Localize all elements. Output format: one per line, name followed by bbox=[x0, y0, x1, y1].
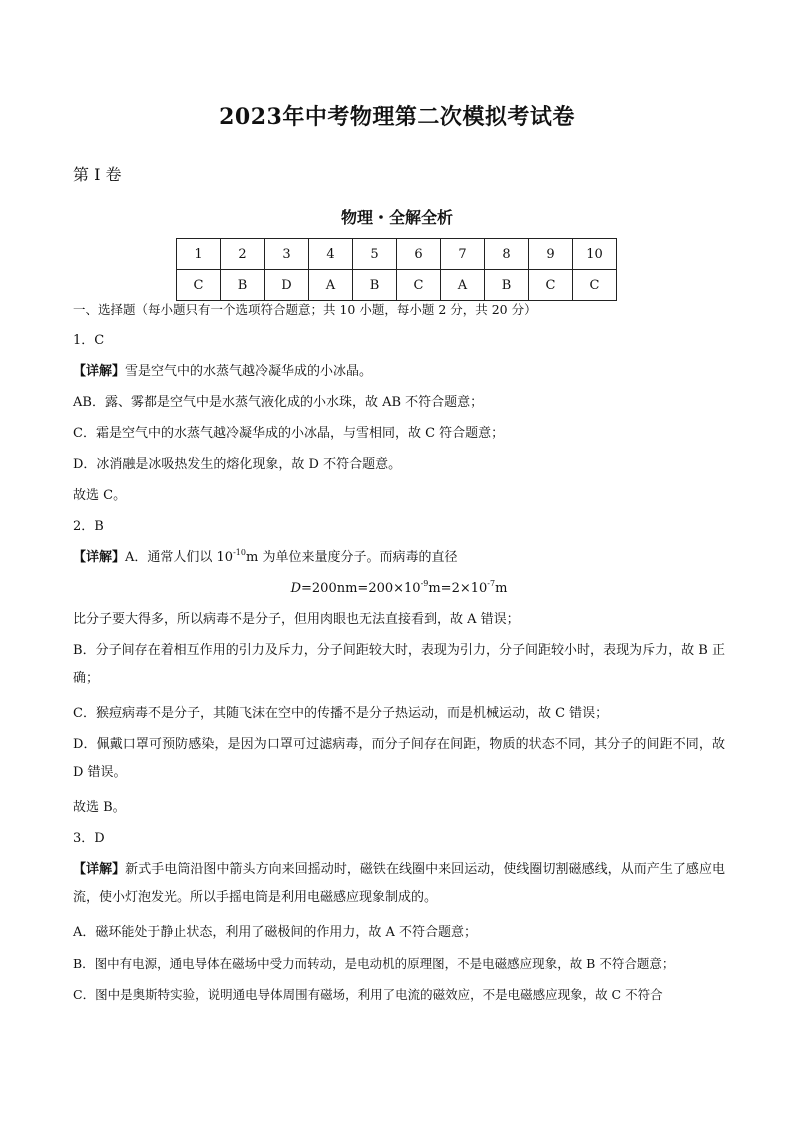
answer-cell: C bbox=[397, 270, 441, 301]
document-subtitle: 物理・全解全析 bbox=[340, 208, 453, 227]
document-title: 2023年中考物理第二次模拟考试卷 bbox=[219, 104, 575, 130]
answer-cell: D bbox=[265, 270, 309, 301]
answer-cell: B bbox=[353, 270, 397, 301]
question-number-cell: 10 bbox=[573, 239, 617, 270]
q2-detail-tag: 【详解】 bbox=[73, 550, 126, 565]
formula-part-a: =200nm=200×10 bbox=[301, 581, 421, 596]
answer-table-answer-row bbox=[177, 270, 617, 301]
question-number-cell: 9 bbox=[529, 239, 573, 270]
formula-variable: D bbox=[290, 581, 302, 596]
q2-option-b: B．分子间存在着相互作用的引力及斥力，分子间距较大时，表现为引力，分子间距较小时，表现为斥力，故 B 正确； bbox=[73, 643, 725, 686]
answer-cell: A bbox=[309, 270, 353, 301]
q1-conclusion: 故选 C。 bbox=[73, 488, 127, 503]
q3-detail bbox=[73, 856, 725, 912]
q1-number: 1．C bbox=[73, 333, 105, 348]
q1-option-c: C．霜是空气中的水蒸气越冷凝华成的小冰晶，与雪相同，故 C 符合题意； bbox=[73, 426, 505, 441]
formula-exponent-1: -9 bbox=[420, 579, 429, 588]
q1-detail bbox=[73, 362, 725, 382]
answer-cell: C bbox=[177, 270, 221, 301]
q3-option-a: A．磁环能处于静止状态，利用了磁极间的作用力，故 A 不符合题意； bbox=[73, 925, 478, 940]
answer-cell: B bbox=[221, 270, 265, 301]
answer-cell: C bbox=[573, 270, 617, 301]
answer-cell: A bbox=[441, 270, 485, 301]
question-number-cell: 7 bbox=[441, 239, 485, 270]
answer-table-number-row bbox=[177, 239, 617, 270]
q1-option-ab: AB．露、雾都是空气中是水蒸气液化成的小水珠，故 AB 不符合题意； bbox=[73, 395, 484, 410]
q3-number: 3．D bbox=[73, 831, 105, 846]
question-number-cell: 6 bbox=[397, 239, 441, 270]
q2-conclusion: 故选 B。 bbox=[73, 800, 126, 815]
q3-option-c: C．图中是奥斯特实验，说明通电导体周围有磁场，利用了电流的磁效应，不是电磁感应现象，故 C 不符合 bbox=[73, 987, 663, 1002]
q1-option-d: D．冰消融是冰吸热发生的熔化现象，故 D 不符合题意。 bbox=[73, 457, 402, 472]
answer-cell: B bbox=[485, 270, 529, 301]
q2-option-a-pre: A．通常人们以 10 bbox=[125, 550, 234, 565]
q3-detail-tag: 【详解】 bbox=[73, 862, 126, 877]
answer-table bbox=[176, 238, 617, 301]
question-number-cell: 5 bbox=[353, 239, 397, 270]
q1-detail-text: 雪是空气中的水蒸气越冷凝华成的小冰晶。 bbox=[125, 364, 373, 379]
formula-part-b: m=2×10 bbox=[428, 581, 488, 596]
question-number-cell: 8 bbox=[485, 239, 529, 270]
question-number-cell: 1 bbox=[177, 239, 221, 270]
q2-detail bbox=[73, 548, 725, 568]
formula-part-c: m bbox=[495, 581, 508, 596]
question-number-cell: 4 bbox=[309, 239, 353, 270]
q2-option-d: D．佩戴口罩可预防感染，是因为口罩可过滤病毒，而分子间存在间距，物质的状态不同，其分子的间距不同，故 D 错误。 bbox=[73, 737, 725, 780]
question-number-cell: 3 bbox=[265, 239, 309, 270]
q2-option-a-exponent: -10 bbox=[233, 548, 246, 557]
section-header: 一、选择题（每小题只有一个选项符合题意；共 10 小题，每小题 2 分，共 20 分） bbox=[73, 302, 537, 317]
q1-detail-tag: 【详解】 bbox=[73, 364, 126, 379]
q3-option-b: B．图中有电源，通电导体在磁场中受力而转动，是电动机的原理图，不是电磁感应现象，故 B 不符合题意； bbox=[73, 956, 675, 971]
q2-option-a-post: m 为单位来量度分子。而病毒的直径 bbox=[245, 550, 458, 565]
q2-option-a-continued: 比分子要大得多，所以病毒不是分子，但用肉眼也无法直接看到，故 A 错误； bbox=[73, 612, 520, 627]
question-number-cell: 2 bbox=[221, 239, 265, 270]
answer-cell: C bbox=[529, 270, 573, 301]
solutions-body bbox=[73, 300, 725, 1016]
q2-option-c: C．猴痘病毒不是分子，其随飞沫在空中的传播不是分子热运动，而是机械运动，故 C 错误； bbox=[73, 706, 609, 721]
q3-detail-text: 新式手电筒沿图中箭头方向来回摇动时，磁铁在线圈中来回运动，使线圈切割磁感线，从而产生了感应电流，使小灯泡发光。所以手摇电筒是利用电磁感应现象制成的。 bbox=[73, 862, 725, 905]
formula-exponent-2: -7 bbox=[487, 579, 496, 588]
q2-formula bbox=[73, 579, 725, 599]
q2-number: 2．B bbox=[73, 519, 104, 534]
volume-label: 第 I 卷 bbox=[73, 165, 122, 184]
